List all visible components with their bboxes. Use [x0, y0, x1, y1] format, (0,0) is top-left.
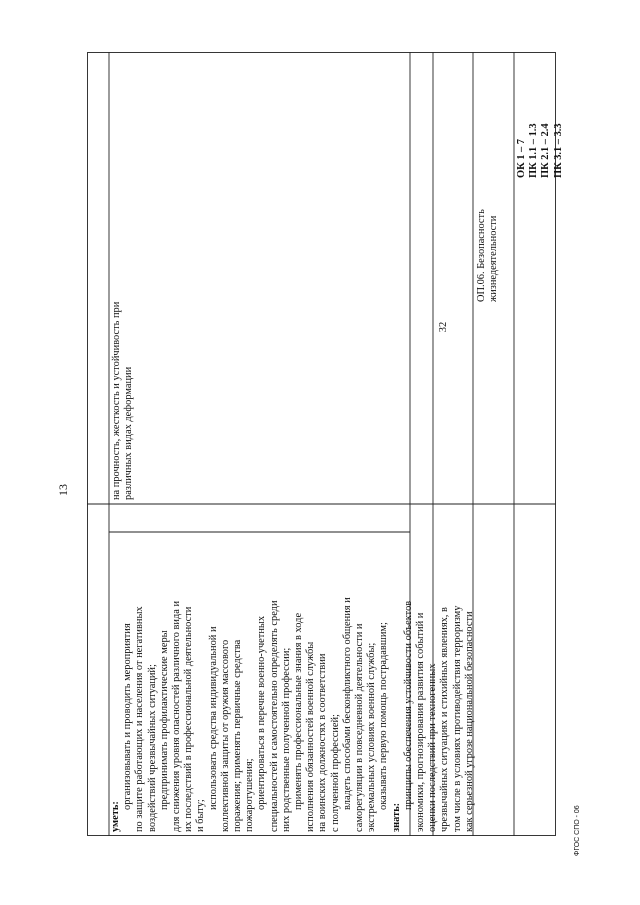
continuation-text-cell [111, 60, 139, 500]
competence-item: ПК 2.1 – 2.4 [540, 123, 552, 178]
text-line: саморегуляции в повседневной деятельности и [354, 623, 366, 832]
text-line: как серьезной угрозе национальной безопасности [463, 611, 475, 832]
continuation-line: на прочность, жесткость и устойчивость при [111, 301, 122, 500]
continuation-line: различных видах деформации [123, 366, 135, 500]
text-line: с полученной профессией; [329, 714, 341, 832]
text-line: предпринимать профилактические меры [158, 630, 170, 810]
text-line: коллективной защиты от оружия массового [219, 639, 231, 832]
text-line: них родственные полученной профессии; [280, 647, 292, 832]
text-line: экстремальных условиях военной службы; [366, 642, 378, 832]
discipline-cell: ОП.06. Безопасность жизнедеятельности [476, 209, 500, 302]
text-line: по защите работающих и населения от негативных [134, 606, 146, 832]
skills-knowledge-cell [110, 533, 475, 832]
competence-item: ПК 3.1 – 3.3 [552, 123, 564, 178]
text-line: и быту; [195, 799, 207, 832]
competence-item: ОК 1 – 7 [516, 139, 527, 178]
rotated-table [87, 52, 564, 836]
competences-cell [516, 56, 566, 178]
text-line: поражения; применять первичные средства [232, 639, 244, 832]
knowledge-heading: знать: [390, 802, 402, 832]
text-line: исполнения обязанностей военной службы [305, 641, 317, 832]
skills-heading: уметь: [110, 801, 121, 832]
text-line: принципы обеспечения устойчивости объектов [402, 600, 414, 810]
text-line: на воинских должностях в соответствии [317, 653, 329, 832]
footer-code: ФГОС СПО - 06 [574, 805, 581, 856]
text-line: ориентироваться в перечне военно-учетных [256, 615, 268, 810]
text-line: пожаротушения; [244, 758, 256, 832]
text-line: их последствий в профессиональной деятельности [183, 606, 195, 832]
competence-item: ПК 1.1 – 1.3 [528, 123, 540, 178]
text-line: специальностей и самостоятельно определять среди [268, 600, 280, 832]
text-line: организовывать и проводить мероприятия [122, 623, 134, 810]
text-line: владеть способами бесконфликтного общения и [341, 597, 353, 810]
text-line: применять профессиональные знания в ходе [293, 612, 305, 810]
text-line: для снижения уровня опасностей различного вида и [171, 600, 183, 832]
text-line: экономики, прогнозирования развития событий и [415, 612, 427, 832]
text-line: чрезвычайных ситуациях и стихийных явлениях, в [439, 607, 451, 832]
text-line: использовать средства индивидуальной и [207, 626, 219, 810]
text-line: воздействий чрезвычайных ситуаций; [146, 664, 158, 832]
text-line: оказывать первую помощь пострадавшим; [378, 622, 390, 810]
text-line: том числе в условиях противодействия терроризму [451, 605, 463, 832]
text-line: оценки последствий при техногенных [427, 663, 439, 832]
hours-cell: 32 [438, 321, 449, 333]
page-number: 13 [56, 484, 70, 496]
